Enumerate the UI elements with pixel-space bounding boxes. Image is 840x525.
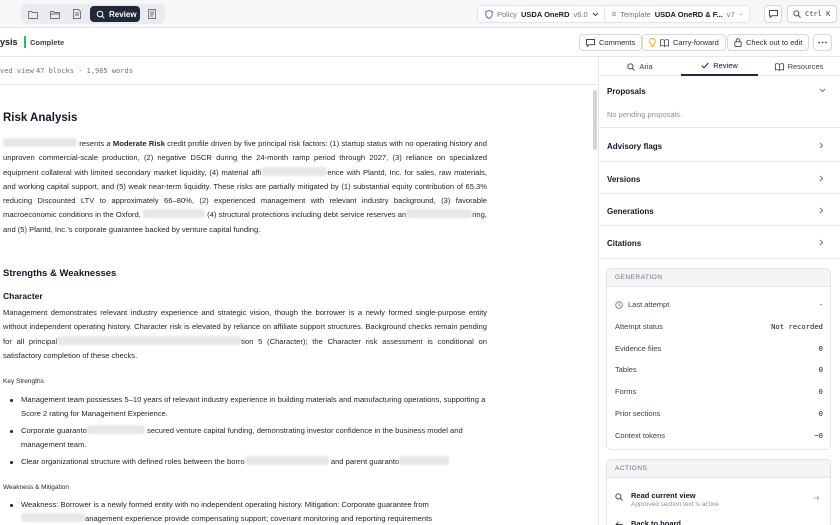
chevron-down-icon [739, 12, 742, 17]
row-value: 0 [818, 365, 823, 374]
redacted-text [57, 336, 241, 345]
carry-forward-button[interactable] [642, 34, 726, 51]
list-item [21, 455, 487, 469]
review-search-icon [96, 10, 105, 19]
template-prefix: Template [620, 9, 651, 19]
section-title: Generations [607, 207, 654, 216]
generation-row [607, 294, 831, 314]
check-icon [701, 62, 709, 69]
action-title: Read current view [631, 491, 696, 500]
generation-row [607, 316, 831, 336]
search-icon [615, 493, 623, 501]
lightbulb-icon [649, 38, 656, 47]
panel-tabs [599, 57, 840, 76]
read-current-view-action[interactable] [607, 485, 831, 513]
template-version: v7 [726, 9, 735, 19]
book-icon [612, 10, 616, 18]
section-title: Citations [607, 239, 642, 248]
row-value: 0 [818, 387, 823, 396]
carry-forward-label: Carry-forward [673, 38, 719, 47]
weakness-text: Weakness: Borrower is a newly formed entity with no independent operating history. Mitigation: Corporate guarantee from [21, 500, 429, 509]
chevron-right-icon [819, 207, 824, 214]
tab-aria[interactable] [599, 57, 681, 76]
clock-icon [615, 301, 623, 309]
search-icon [793, 10, 801, 18]
comment-icon [586, 39, 595, 47]
weakness-mitigation-label: Weakness & Mitigation [3, 484, 69, 491]
generation-row [607, 338, 831, 358]
strength-text: Clear organizational structure with defined roles between the borro [21, 457, 245, 466]
template-selector[interactable] [604, 5, 750, 23]
tab-resources[interactable] [758, 57, 840, 76]
strength-text: and parent guaranto [328, 457, 400, 466]
advisory-flags-section[interactable] [599, 129, 840, 162]
more-options-button[interactable] [813, 34, 832, 51]
chevron-right-icon [819, 142, 824, 149]
generation-row [607, 381, 831, 401]
document-header [0, 28, 840, 57]
section-title: Advisory flags [607, 142, 663, 151]
redacted-text [143, 209, 205, 218]
document-scrollbar[interactable] [593, 90, 597, 150]
comments-button[interactable] [579, 34, 642, 51]
row-label: Last attempt [628, 300, 670, 309]
list-item [21, 424, 487, 453]
arrow-left-icon [615, 521, 623, 525]
folder-open-icon[interactable] [46, 7, 64, 21]
top-toolbar [0, 0, 840, 28]
policy-selector[interactable] [477, 5, 607, 23]
row-label: Context tokens [615, 431, 666, 440]
chat-button[interactable] [764, 5, 782, 23]
redacted-text [261, 167, 327, 176]
citations-section[interactable] [599, 226, 840, 259]
review-panel [599, 57, 840, 525]
summary-text: resents a [79, 139, 113, 148]
redacted-text [245, 456, 329, 465]
message-icon [769, 10, 778, 18]
proposals-section [599, 76, 840, 128]
policy-name: USDA OneRD [521, 9, 570, 19]
character-paragraph [3, 306, 487, 363]
versions-section[interactable] [599, 162, 840, 194]
row-value: Not recorded [771, 322, 823, 331]
search-icon [627, 63, 635, 71]
proposals-empty-text: No pending proposals. [607, 110, 683, 119]
strength-text: Corporate guaranto [21, 426, 87, 435]
review-mode-button[interactable] [90, 6, 140, 22]
chevron-right-icon [819, 239, 824, 246]
character-text: Management demonstrates relevant industry experience and strategic vision, though the borrower is a newly formed single-purpose entity without independent operating history. Character risk is elevated by reliance on affiliate support structures. Background checks remain pending for all principal [3, 308, 487, 346]
actions-card [606, 459, 831, 525]
strength-text: secured venture capital funding, demonstrating investor confidence in the business model and management team. [21, 426, 463, 450]
tab-label: Resources [787, 62, 824, 71]
summary-text: credit profile driven by five principal risk factors: (1) startup status with no operating history and unproven commercial-scale production, (2) negative DSCR during the 24-month ramp period through 2027, (3) reliance on specialized equipment collateral with limited secondary market liquidity, (4) material affi [3, 139, 487, 177]
status-indicator [24, 36, 26, 48]
book-open-icon [660, 39, 669, 47]
book-open-icon [775, 63, 784, 71]
row-value: 0 [818, 409, 823, 418]
template-name: USDA OneRD & F... [654, 9, 723, 19]
document-content [0, 85, 598, 525]
chevron-down-icon[interactable] [819, 88, 826, 93]
action-subtitle: Approved section text is active [631, 501, 719, 508]
shield-icon [485, 10, 493, 19]
generation-row [607, 359, 831, 379]
tab-review[interactable] [681, 57, 758, 76]
risk-summary-paragraph [3, 137, 487, 237]
row-label: Forms [615, 387, 637, 396]
generation-row [607, 425, 831, 445]
key-strengths-label: Key Strengths [3, 378, 44, 385]
back-to-board-action[interactable] [607, 513, 831, 525]
summary-text: ence with Plantd, Inc. for sales, raw materials, and working capital support, and (5) weak near-term liquidity. These risks are partially mitigated by (1) substantial equity contribution of 65.3% reducing Discounted LTV to approximately 66–80%, (2) experienced management with relevant industry background, (3) favorable macroeconomic conditions in the Oxford, [3, 167, 487, 220]
redacted-text [87, 425, 145, 434]
proposals-title[interactable]: Proposals [607, 87, 646, 96]
redacted-text [3, 138, 77, 147]
search-shortcut: Ctrl K [805, 10, 831, 18]
document-counts: 47 blocks · 1,965 words [36, 67, 133, 75]
strength-text: Management team possesses 5–10 years of relevant industry experience in building materials and manufacturing operations, supporting a Score 2 rating for Management Experience. [21, 395, 486, 419]
redacted-text [21, 513, 85, 522]
chevron-down-icon [592, 12, 599, 17]
strengths-weaknesses-heading: Strengths & Weaknesses [3, 268, 117, 279]
generation-card [606, 268, 831, 450]
risk-rating-text: Moderate Risk [112, 139, 165, 148]
folder-icon[interactable] [24, 7, 42, 21]
generation-row [607, 403, 831, 423]
status-badge: Complete [30, 38, 65, 47]
character-text: tion 5 (Character); the Character risk assessment is conditional on satisfactory completion of these checks. [3, 336, 487, 360]
arrow-right-icon [813, 495, 820, 501]
comments-label: Comments [599, 38, 636, 47]
summary-text: ring, and (5) Plantd, Inc.’s corporate guarantee backed by venture capital funding. [3, 210, 487, 234]
view-switcher [21, 4, 165, 24]
character-heading: Character [3, 291, 43, 301]
row-label: Prior sections [615, 409, 661, 418]
tab-label: Review [713, 61, 738, 70]
actions-header: ACTIONS [607, 460, 830, 478]
generation-header: GENERATION [607, 269, 830, 287]
command-search-button[interactable] [787, 5, 837, 23]
row-label: Evidence files [615, 344, 662, 353]
list-item [21, 498, 487, 525]
row-value: 0 [818, 344, 823, 353]
view-mode-label: ved view [0, 67, 34, 75]
row-value: - [818, 300, 823, 309]
list-item [21, 393, 487, 422]
row-label: Tables [615, 365, 637, 374]
document-meta-bar [0, 57, 598, 85]
document-icon[interactable] [68, 7, 86, 21]
check-out-label: Check out to edit [746, 38, 803, 47]
summary-text: (4) structural protections including debt service reserves an [204, 210, 407, 220]
review-mode-label: Review [109, 9, 137, 19]
generations-section[interactable] [599, 194, 840, 226]
policy-version: v6.0 [573, 9, 588, 19]
ellipsis-icon [818, 41, 827, 44]
document-title: ysis [0, 37, 18, 47]
redacted-text [399, 456, 449, 465]
lock-icon [734, 38, 742, 47]
weakness-text: anagement experience provide compensating support; covenant monitoring and reporting requirements [85, 514, 432, 524]
section-title: Risk Analysis [3, 112, 78, 124]
action-title: Back to board [631, 519, 682, 525]
policy-prefix: Policy [497, 9, 518, 19]
redacted-text [406, 209, 472, 218]
row-value: ~0 [814, 431, 823, 440]
notes-icon[interactable] [143, 7, 161, 21]
check-out-button[interactable] [727, 34, 809, 51]
row-label: Attempt status [615, 322, 663, 331]
section-title: Versions [607, 175, 641, 184]
tab-label: Aria [639, 62, 653, 71]
chevron-right-icon [819, 175, 824, 182]
